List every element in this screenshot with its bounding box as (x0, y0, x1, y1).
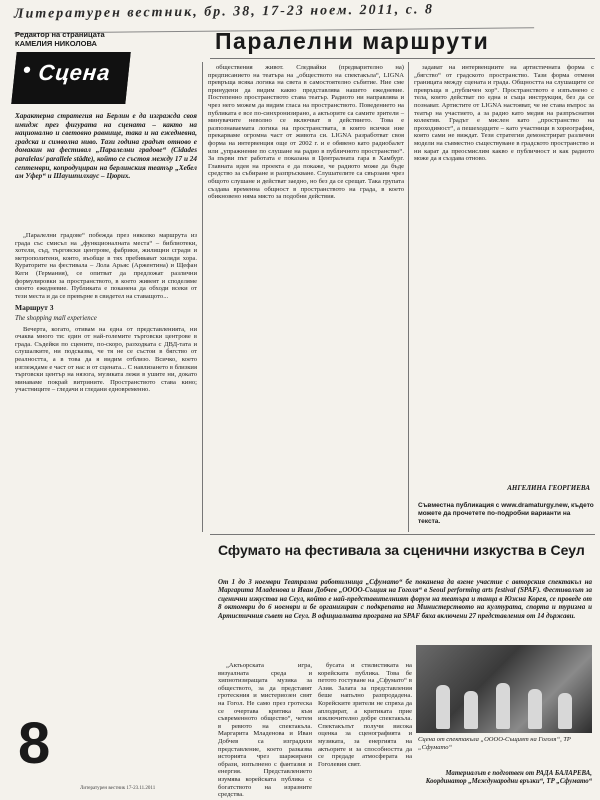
coordinator-credit: Материалът е подготвен от РАДА БАЛАРЕВА, Координатор „Международни връзки“, ТР „Сфумато“ (425, 770, 592, 786)
decor-dots-icon: • (21, 57, 33, 82)
page-number: 8 (18, 711, 51, 776)
column-text: „Актьорската игра, визуалната среда и хипнотизиращата музика за обществото, за да представят гротескния и мистериозен свят на Гогол. Не само през гротеска се очертава критика към съвременното общество“, четем в ревюто на спектакъла. Маргарита Младенова и Иван Добчев са изградили представление, което разказва историята чрез шаржирани образи, изпълнено с фантазия и енергия. Представлението изумява корейската публика с богатството на изразните средства. (218, 662, 312, 799)
article-column-1 (15, 232, 197, 710)
divider (210, 534, 595, 535)
article2-column-a (218, 662, 312, 799)
subhead: Маршрут 3 (15, 303, 54, 313)
editor-name: КАМЕЛИЯ НИКОЛОВА (15, 39, 97, 48)
column-text: задават на интервенциите на артистичната форма с „бягство“ от градското пространство. Тази форма отменя границата между сцената и града. Общността на слушащите се превръща в „публичен хор“. Пространството е изпълнено с тела, които действат по една и съща инструкция, без да се познават. Артистите от LIGNA настояват, че не става въпрос за театър на участието, а за радио като медия на разпръснатия колектив. Градът е мислен като „пространство на проходимост“, а пешеходците – като участници в хореография, която сами не виждат. Тези стратегии демонстрират различни модели на съвместно съществуване в градското пространство и ни карат да преосмислим какво е публичност и как радиото може да я създава отново. (414, 64, 594, 163)
editor-label: Редактор на страницата (15, 30, 105, 39)
subhead-english: The shopping mall experience (15, 314, 97, 322)
section-badge (11, 52, 130, 104)
article2-headline: Сфумато на фестивала за сценични изкуства в Сеул (218, 542, 585, 558)
column-text: бусата и стилистиката на корейската публика. Това бе петото гостуване на „Сфумато“ в Азия. Залата за представления беше напълно разпродадена. Корейските зрители не спряха да аплодират, а критиката прие изключително добре спектакъла. Спектакълът получи висока оценка за сценографията и музиката, за енергията на актьорите и за способността да се предаде атмосферата на Гоголевия свят. (318, 662, 412, 768)
column-text: Вечерта, когато, отивам на една от представленията, ни очаква много ти: един от най-големите търговски центрове в града. Съдейки по сцените, по-скоро, разходката с ДВД-тата и слушалките, ни подсказва, че тя не се състои в бягство от реалността, а в това да я видим отблизо. Всичко, което изглеждаме е част от нас и от сцената... С навлизането в близкия търговски център на нязога, музиката лежи в ушите ни, докато минаваме покрай витрините. Пространството става кино; участниците – гледачи и гледани едновременно. (15, 325, 197, 394)
column-text: обществения живот. Следвайки (предварително на) предписанието на театъра на „обществото на спектакъла“, LIGNA превръща всяка логика на света в самостоятелно събитие. Ние сме принудени да видим какво представлява нашето ежедневие. Постепенно пространството става театър. Радиото ни направлява и чрез него можем да видим гласа на пространството. Поведението на публиката е все по-синхронизирано, а актьорите са самите зрители – минувачите неволно се включват в действието. Това е разпознаваемата логика на пространствата, в които всички ние прекарваме огромна част от живота си. LIGNA разработват своя форма на интервенция още от 2002 г. и е обявено като радиобалет или „упражнение по слушане на радио в публичното пространство“. За първи път работата е показана в Централната гара в Хамбург. Главната идея на проекта е да покаже, че радиото може да бъде средство за събиране и разпръскване. Слушателите са свързани чрез общото слушане и действат заедно, но без да се срещат. Така групата създава временна общност в пространството на града, в което обикновено няма място за подобни действия. (208, 64, 404, 201)
article2-column-b (318, 662, 412, 782)
column-divider (408, 62, 409, 532)
author-signature: АНГЕЛИНА ГЕОРГИЕВА (507, 484, 590, 492)
column-text: „Паралелни градове“ побежда през няколко маршрута из града със смисъл на „функционалната места“ – библиотеки, хотели, съд, търговски центрове, фабрики, жилищни сгради и метрополитени, които, въобще в тях пребивават хиляди хора. Кураторите на фестивала – Лола Арьяс (Аржентина) и Щефан Кеги (Германия), се опитват да предложат различни формулировки за пространството, в което живеят и споделяме своето ежедневие. Публиката е поканена да обходи всеки от тези места и да се превърне в свидетел на ставащото... (15, 232, 197, 300)
column-divider (202, 62, 203, 532)
newspaper-header: Литературен вестник, бр. 38, 17-23 ноем. 2011, с. 8 (14, 1, 534, 33)
page-footer: Литературен вестник 17-23.11.2011 (80, 786, 156, 791)
article2-lead: От 1 до 3 ноември Театрална работилница „Сфумато“ бе поканена да вземе участие с авторския спектакъл на Маргарита Младенова и Иван Добчев „ОООО-Същия на Гоголя“ в Seoul performing arts festival (SPAF). Фестивалът за сценични изкуства на Сеул, който е най-представителният форум на театъра и танца в Южна Корея, се проведе от 8 октомври до 6 ноември и бе организиран с подкрепата на Министерството на културата, спорта и туризма и Артистичния съвет на Сеул. В официалната програма на SPAF бяха включени 27 представления от 14 държави. (218, 578, 592, 620)
photo-caption: Сцена от спектакъла „ОООО-Същият на Гоголя“, ТР „Сфумато“ (418, 736, 571, 751)
article-lead: Характерна стратегия на Берлин е да изгражда своя имидж през фигурата на сцената – както на национално и световно равнище, така и на ежедневна, градска и символна ниво. Тази година градът отново е домакин на фестивал „Паралелни градове“ (Cidades paralelas/ parallele städte), който се състоя между 17 и 24 септември, копродуциран на берлинския театър „Хебел ам Уфер“ и Шаушпилхаус – Цюрих. (15, 112, 197, 181)
article-column-2 (208, 64, 404, 530)
divider (210, 58, 595, 59)
editor-credit (15, 30, 155, 48)
section-label: Сцена (37, 60, 112, 85)
publication-credit: Съвместна публикация с www.dramaturgy.new, където можете да прочетете по-подробни варианти на текста. (418, 502, 594, 525)
performance-photo (416, 645, 592, 733)
article-headline: Паралелни маршрути (215, 28, 490, 54)
article-column-3 (414, 64, 594, 480)
